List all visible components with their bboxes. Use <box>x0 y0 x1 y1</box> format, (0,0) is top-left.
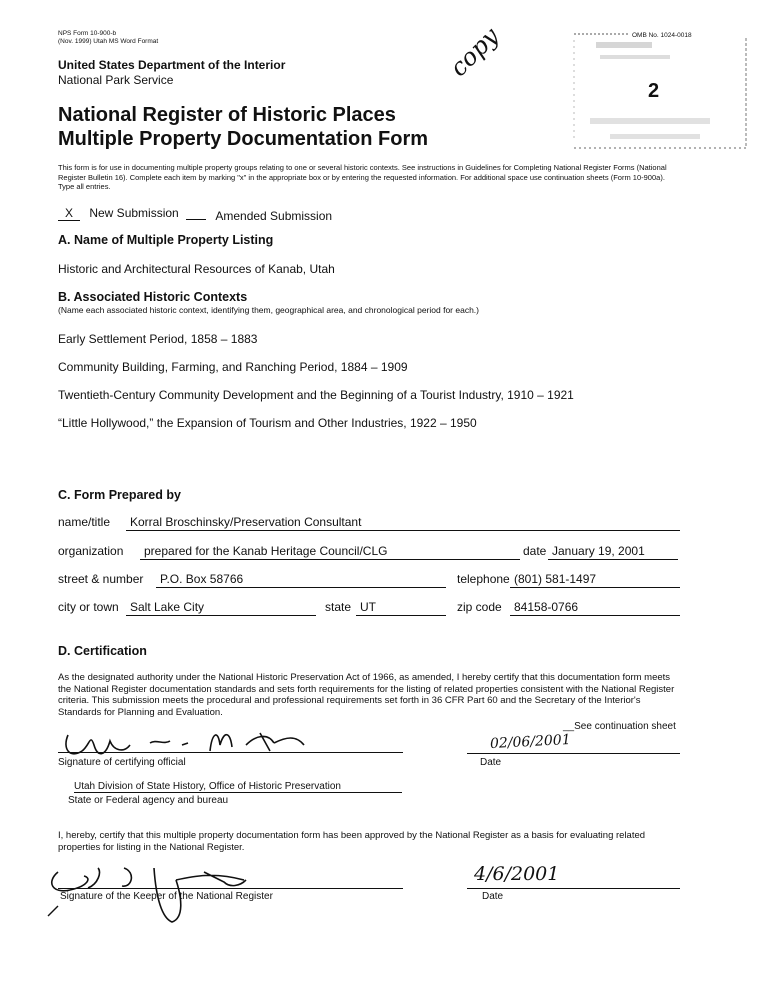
date-label: date <box>523 544 547 558</box>
city-field[interactable]: Salt Lake City <box>126 600 316 616</box>
date-field[interactable]: January 19, 2001 <box>548 544 678 560</box>
section-a-heading: A. Name of Multiple Property Listing <box>58 233 274 247</box>
telephone-field[interactable]: (801) 581-1497 <box>510 572 680 588</box>
signature-line-2 <box>58 888 403 889</box>
date-handwritten-2: 4/6/2001 <box>474 863 560 885</box>
new-submission-option[interactable] <box>58 206 179 221</box>
page-title-line2: Multiple Property Documentation Form <box>58 128 429 150</box>
handwritten-note: copy <box>444 22 505 82</box>
page-title-line1: National Register of Historic Places <box>58 104 396 126</box>
name-title-label: name/title <box>58 515 111 529</box>
signature-label-2: Signature of the Keeper of the National Register <box>60 891 273 902</box>
intro-text: This form is for use in documenting multiple property groups relating to one or several historic contexts. See instructions in Guidelines for Completing National Register Forms (National Register Bulletin 16). Complete each item by marking "x" in the appropriate box or by entering the requested information. For additional space use continuation sheets (Form 10-900a). Type all entries. <box>58 163 667 191</box>
amended-submission-option[interactable] <box>186 206 332 223</box>
service-name: National Park Service <box>58 73 174 87</box>
date-label-2: Date <box>482 891 504 902</box>
stamp-number: 2 <box>648 80 660 102</box>
state-label: state <box>325 600 352 614</box>
new-submission-mark[interactable]: X <box>58 206 80 221</box>
agency-label: State or Federal agency and bureau <box>68 795 229 806</box>
street-label: street & number <box>58 572 144 586</box>
omb-number: OMB No. 1024-0018 <box>632 32 692 39</box>
department-name: United States Department of the Interior <box>58 58 286 72</box>
new-submission-label: New Submission <box>89 206 179 220</box>
amended-submission-mark[interactable] <box>186 206 206 220</box>
context-item: “Little Hollywood,” the Expansion of Tourism and Other Industries, 1922 – 1950 <box>58 416 477 430</box>
certification-paragraph: As the designated authority under the National Historic Preservation Act of 1966, as amended, I hereby certify that this documentation form meets the National Register documentation standards and sets forth requirements for the listing of related properties consistent with the National Register criteria. This submission meets the procedural and professional requirements set forth in 36 CFR Part 60 and the Secretary of the Interior's Standards for Planning and Evaluation. <box>58 672 675 718</box>
date-line-2 <box>467 888 680 889</box>
date-handwritten-1: 02/06/2001 <box>489 731 572 753</box>
section-d-heading: D. Certification <box>58 644 147 658</box>
zip-field[interactable]: 84158-0766 <box>510 600 680 616</box>
section-b-heading: B. Associated Historic Contexts <box>58 290 248 304</box>
agency-field[interactable]: Utah Division of State History, Office of Historic Preservation <box>74 781 402 793</box>
form-number: NPS Form 10-900-b <box>58 30 117 37</box>
context-item: Early Settlement Period, 1858 – 1883 <box>58 332 258 346</box>
organization-label: organization <box>58 544 124 558</box>
organization-field[interactable]: prepared for the Kanab Heritage Council/CLG <box>140 544 520 560</box>
street-field[interactable]: P.O. Box 58766 <box>156 572 446 588</box>
signature-label-1: Signature of certifying official <box>58 757 186 768</box>
continuation-sheet-option[interactable]: __See continuation sheet <box>563 721 676 732</box>
context-item: Community Building, Farming, and Ranching Period, 1884 – 1909 <box>58 360 408 374</box>
form-revision: (Nov. 1999) Utah MS Word Format <box>58 38 159 45</box>
listing-name: Historic and Architectural Resources of Kanab, Utah <box>58 262 335 276</box>
date-line-1 <box>467 753 680 754</box>
amended-submission-label: Amended Submission <box>215 209 333 223</box>
section-c-heading: C. Form Prepared by <box>58 488 181 502</box>
stamp-border <box>570 30 750 152</box>
date-label-1: Date <box>480 757 502 768</box>
telephone-label: telephone <box>457 572 510 586</box>
name-title-field[interactable]: Korral Broschinsky/Preservation Consultant <box>126 515 680 531</box>
zip-label: zip code <box>457 600 502 614</box>
city-label: city or town <box>58 600 119 614</box>
signature-line-1 <box>58 752 403 753</box>
context-item: Twentieth-Century Community Development and the Beginning of a Tourist Industry, 1910 – 1921 <box>58 388 574 402</box>
approval-paragraph: I, hereby, certify that this multiple property documentation form has been approved by the National Register as a basis for evaluating related properties for listing in the National Register. <box>58 830 646 853</box>
section-b-note: (Name each associated historic context, identifying them, geographical area, and chronological period for each.) <box>58 305 479 315</box>
state-field[interactable]: UT <box>356 600 446 616</box>
received-stamp <box>570 30 750 152</box>
